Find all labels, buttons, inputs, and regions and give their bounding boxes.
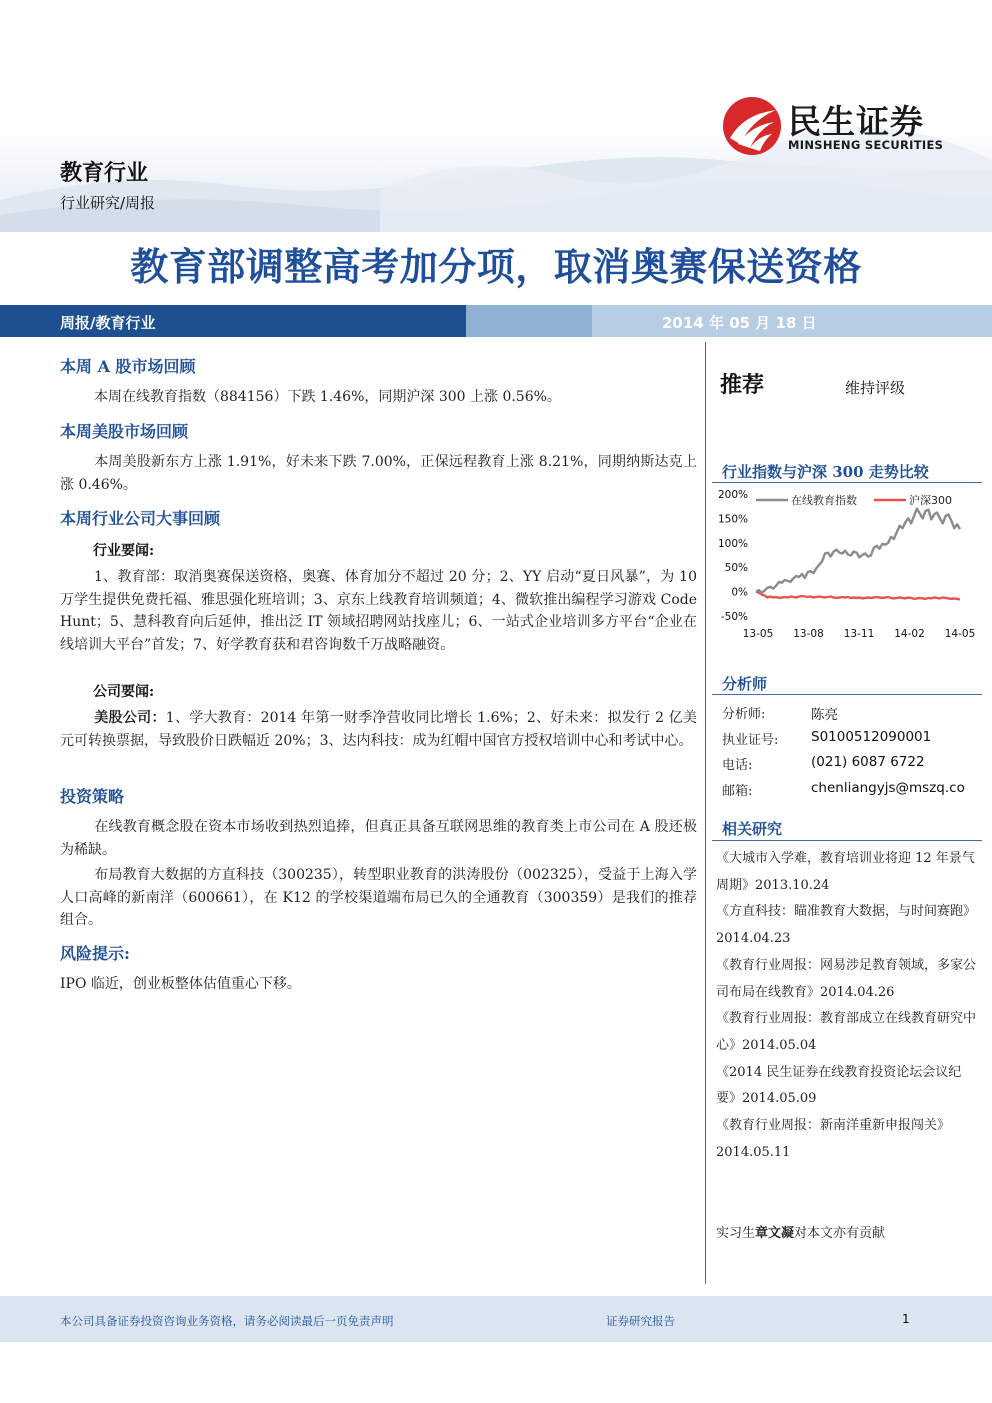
index-comparison-chart [712, 484, 982, 644]
y-tick-label: 100% [717, 537, 748, 550]
analyst-cert: S0100512090001 [811, 729, 932, 745]
related-item[interactable]: 《2014 民生证券在线教育投资论坛会议纪要》2014.05.09 [716, 1064, 962, 1107]
related-item[interactable]: 《大城市入学难，教育培训业将迎 12 年景气周期》2013.10.24 [716, 851, 975, 893]
company-news-text: 美股公司：1、学大教育：2014 年第一财季净营收同比增长 1.6%；2、好未来：拟发行 2 亿美元可转换票据，导致股价日跌幅近 20%；3、达内科技：成为红帽中国官方授权培训中心和考试中心。 [60, 710, 698, 749]
related-research-heading: 相关研究 [722, 820, 783, 838]
logo-emblem-icon [722, 96, 782, 156]
band-label: 周报/教育行业 [60, 314, 156, 332]
strategy-text-1: 在线教育概念股在资本市场收到热烈追捧，但真正具备互联网思维的教育类上市公司在 A 股还极为稀缺。 [60, 819, 697, 858]
recommendation: 推荐 [720, 373, 765, 398]
series-line-index [756, 509, 960, 593]
analyst-heading-rule [712, 694, 982, 695]
related-item[interactable]: 《教育行业周报：网易涉足教育领域，多家公司布局在线教育》2014.04.26 [716, 957, 977, 1000]
company-news-heading: 公司要闻: [93, 684, 155, 700]
section-heading-strategy: 投资策略 [60, 787, 125, 806]
industry-label: 教育行业 [60, 161, 149, 186]
us-share-text: 本周美股新东方上涨 1.91%，好未来下跌 7.00%，正保远程教育上涨 8.21%，同期纳斯达克上涨 0.46%。 [60, 454, 697, 493]
rating: 维持评级 [845, 379, 906, 397]
section-heading-risk: 风险提示: [60, 944, 130, 963]
analyst-phone: (021) 6087 6722 [811, 754, 925, 770]
related-research-list [716, 846, 978, 1166]
risk-text: IPO 临近，创业板整体估值重心下移。 [60, 976, 301, 992]
x-tick-label: 13-08 [793, 628, 824, 640]
y-tick-label: 50% [724, 562, 748, 575]
report-date: 2014 年 05 月 18 日 [662, 314, 817, 332]
footer-report-kind: 证券研究报告 [606, 1314, 675, 1328]
x-tick-label: 13-11 [843, 628, 875, 640]
section-heading-a-share: 本周 A 股市场回顾 [60, 357, 196, 376]
page-title: 教育部调整高考加分项，取消奥赛保送资格 [130, 245, 862, 289]
intern-credit: 实习生章文凝对本文亦有贡献 [716, 1226, 886, 1241]
y-tick-label: 0% [731, 586, 748, 599]
related-item[interactable]: 《方直科技：瞄准教育大数据，与时间赛跑》2014.04.23 [716, 904, 977, 947]
analyst-email-label: 邮箱: [722, 784, 753, 799]
x-tick-label: 14-02 [894, 628, 925, 640]
analyst-phone-label: 电话: [722, 758, 753, 773]
industry-news-text: 1、教育部：取消奥赛保送资格，奥赛、体育加分不超过 20 分；2、YY 启动“夏日风暴”，为 10 万学生提供免费托福、雅思强化班培训；3、京东上线教育培训频道；4、微软推出编程学习游戏 Code Hunt；5、慧科教育向后延伸，推出泛 IT 领域招聘网站找座儿；6、一站式企业培训多方平台“企业在线培训大平台”首发；7、好学教育获和君咨询数千万战略融资。 [60, 569, 697, 653]
section-heading-events: 本周行业公司大事回顾 [60, 509, 221, 528]
legend-label: 在线教育指数 [791, 494, 857, 507]
y-tick-label: 200% [717, 489, 748, 501]
a-share-text: 本周在线教育指数（884156）下跌 1.46%，同期沪深 300 上涨 0.56%。 [94, 389, 561, 405]
analyst-name: 陈亮 [811, 707, 838, 723]
related-item[interactable]: 《教育行业周报：新南洋重新申报闯关》2014.05.11 [716, 1118, 951, 1160]
analyst-email[interactable]: chenliangyjs@mszq.co [811, 780, 965, 796]
column-divider [705, 342, 706, 1284]
y-tick-label: 150% [717, 513, 748, 526]
logo-text-en: MINSHENG SECURITIES [788, 138, 944, 152]
company-logo [722, 96, 962, 156]
chart-heading: 行业指数与沪深 300 走势比较 [722, 463, 929, 481]
analyst-heading: 分析师 [722, 675, 768, 693]
industry-news-heading: 行业要闻: [93, 543, 155, 559]
logo-text-cn: 民生证券 [788, 102, 924, 141]
section-heading-us-share: 本周美股市场回顾 [60, 422, 189, 441]
y-tick-label: -50% [720, 611, 748, 623]
page-number: 1 [902, 1312, 910, 1326]
x-tick-label: 13-05 [742, 628, 774, 640]
footer-disclaimer: 本公司具备证券投资咨询业务资格，请务必阅读最后一页免责声明 [60, 1314, 394, 1328]
report-type: 行业研究/周报 [60, 194, 156, 212]
chart-heading-rule [712, 482, 982, 483]
title-band-mid [466, 305, 592, 337]
related-item[interactable]: 《教育行业周报：教育部成立在线教育研究中心》2014.05.04 [716, 1011, 977, 1053]
related-heading-rule [712, 840, 982, 841]
x-tick-label: 14-05 [944, 628, 976, 640]
legend-label: 沪深300 [909, 494, 952, 507]
series-line-hs300 [756, 592, 960, 600]
analyst-cert-label: 执业证号: [722, 733, 779, 748]
analyst-name-label: 分析师: [722, 707, 766, 722]
strategy-text-2: 布局教育大数据的方直科技（300235），转型职业教育的洪涛股份（002325），受益于上海入学人口高峰的新南洋（600661），在 K12 的学校渠道端布局已久的全通教育（300359）是我们的推荐组合。 [60, 867, 697, 928]
